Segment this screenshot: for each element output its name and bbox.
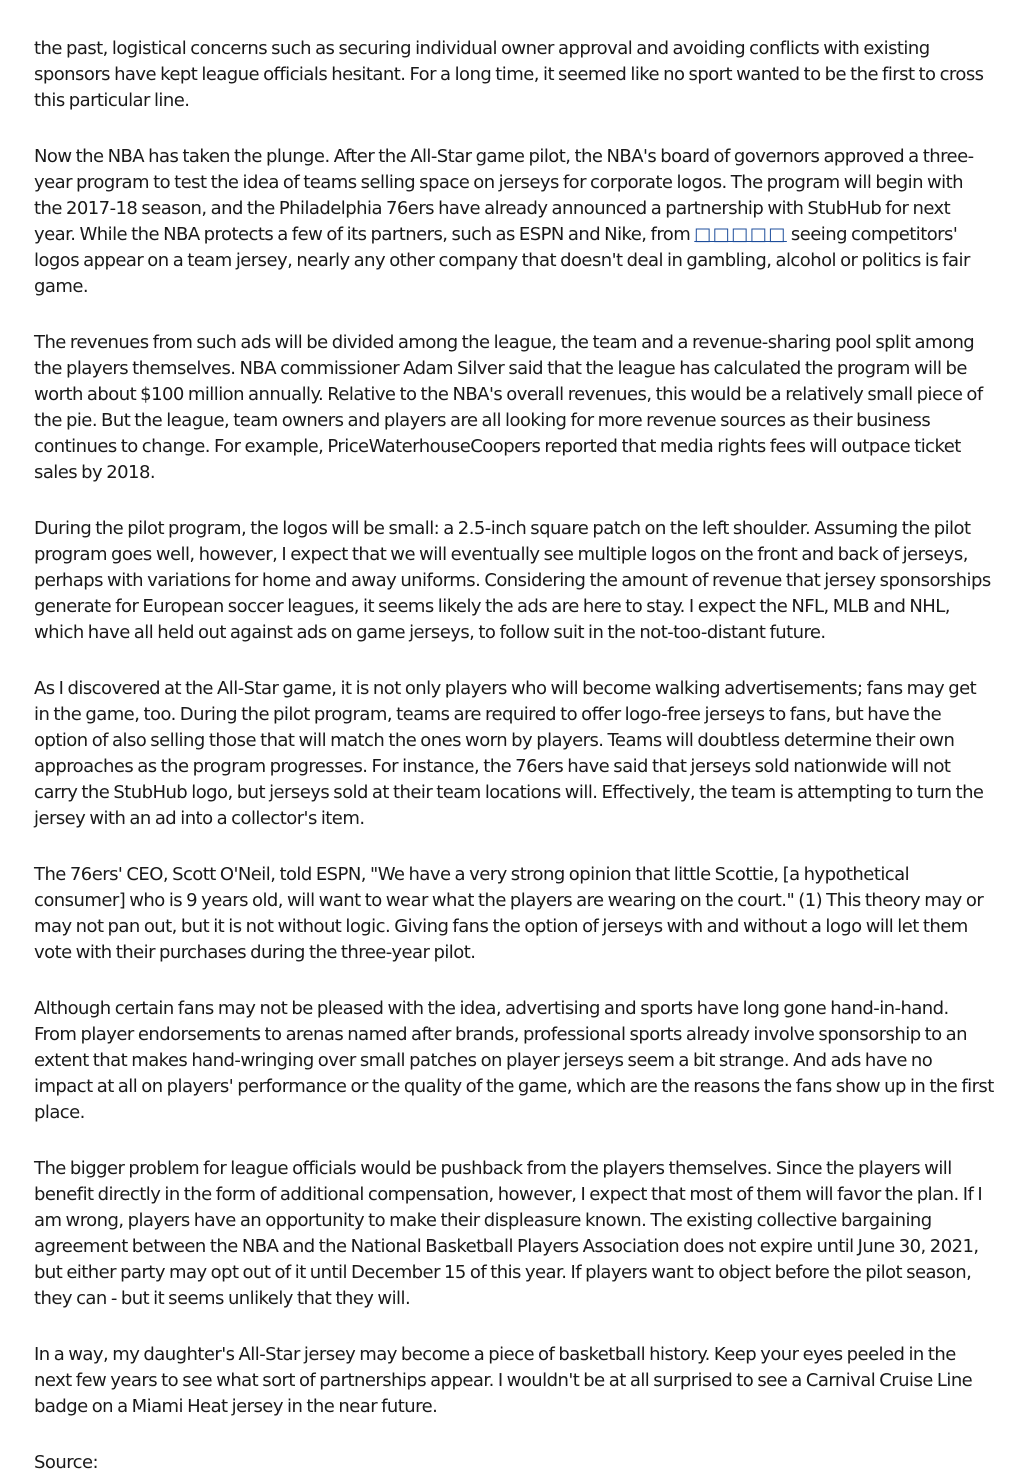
inline-link[interactable]: □□□□□	[694, 224, 787, 245]
paragraph-6: The 76ers' CEO, Scott O'Neil, told ESPN, "We have a very strong opinion that little Scottie, [a hypothetical consumer] who is 9 years old, will want to wear what the players are wearing on the court." (1) This theory may or may not pan out, but it is not without logic. Giving fans the option of jerseys with and without a logo will let them vote with their purchases during the three-year pilot.	[34, 864, 984, 963]
paragraph-9: In a way, my daughter's All-Star jersey may become a piece of basketball history. Keep your eyes peeled in the next few years to see what sort of partnerships appear. I wouldn't be at all surprised to see a Carnival Cruise Line badge on a Miami Heat jersey in the near future.	[34, 1344, 973, 1417]
paragraph-8: The bigger problem for league officials would be pushback from the players themselves. Since the players will benefit directly in the form of additional compensation, however, I expect that most of them will favor the plan. If I am wrong, players have an opportunity to make their displeasure known. The existing collective bargaining agreement between the NBA and the National Basketball Players Association does not expire until June 30, 2021, but either party may opt out of it until December 15 of this year. If players want to object before the pilot season, they can - but it seems unlikely that they will.	[34, 1158, 983, 1309]
paragraph-2-text-end: seeing competitors' logos appear on a team jersey, nearly any other company that doesn't deal in gambling, alcohol or politics is fair game.	[34, 224, 970, 297]
paragraph-4: During the pilot program, the logos will be small: a 2.5-inch square patch on the left shoulder. Assuming the pilot program goes well, however, I expect that we will eventually see multiple logos on the front and back of jerseys, perhaps with variations for home and away uniforms. Considering the amount of revenue that jersey sponsorships generate for European soccer leagues, it seems likely the ads are here to stay. I expect the NFL, MLB and NHL, which have all held out against ads on game jerseys, to follow suit in the not-too-distant future.	[34, 518, 991, 643]
paragraph-3: The revenues from such ads will be divided among the league, the team and a revenue-sharing pool split among the players themselves. NBA commissioner Adam Silver said that the league has calculated the program will be worth about $100 million annually. Relative to the NBA's overall revenues, this would be a relatively small piece of the pie. But the league, team owners and players are all looking for more revenue sources as their business continues to change. For example, PriceWaterhouseCoopers reported that media rights fees will outpace ticket sales by 2018.	[34, 332, 983, 483]
paragraph-1: the past, logistical concerns such as securing individual owner approval and avoiding conflicts with existing sponsors have kept league officials hesitant. For a long time, it seemed like no sport wanted to be the first to cross this particular line.	[34, 38, 984, 111]
article-body	[34, 36, 994, 1476]
paragraph-2-text-start: Now the NBA has taken the plunge. After the All-Star game pilot, the NBA's board of governors approved a three-year program to test the idea of teams selling space on jerseys for corporate logos. The program will begin with the 2017-18 season, and the Philadelphia 76ers have already announced a partnership with StubHub for next year. While the NBA protects a few of its partners, such as ESPN and Nike, from	[34, 146, 974, 245]
source-label: Source:	[34, 1452, 99, 1473]
paragraph-5: As I discovered at the All-Star game, it is not only players who will become walking advertisements; fans may get in the game, too. During the pilot program, teams are required to offer logo-free jerseys to fans, but have the option of also selling those that will match the ones worn by players. Teams will doubtless determine their own approaches as the program progresses. For instance, the 76ers have said that jerseys sold nationwide will not carry the StubHub logo, but jerseys sold at their team locations will. Effectively, the team is attempting to turn the jersey with an ad into a collector's item.	[34, 678, 984, 829]
paragraph-7: Although certain fans may not be pleased with the idea, advertising and sports have long gone hand-in-hand. From player endorsements to arenas named after brands, professional sports already involve sponsorship to an extent that makes hand-wringing over small patches on player jerseys seem a bit strange. And ads have no impact at all on players' performance or the quality of the game, which are the reasons the fans show up in the first place.	[34, 998, 994, 1123]
paragraph-2	[34, 144, 994, 300]
